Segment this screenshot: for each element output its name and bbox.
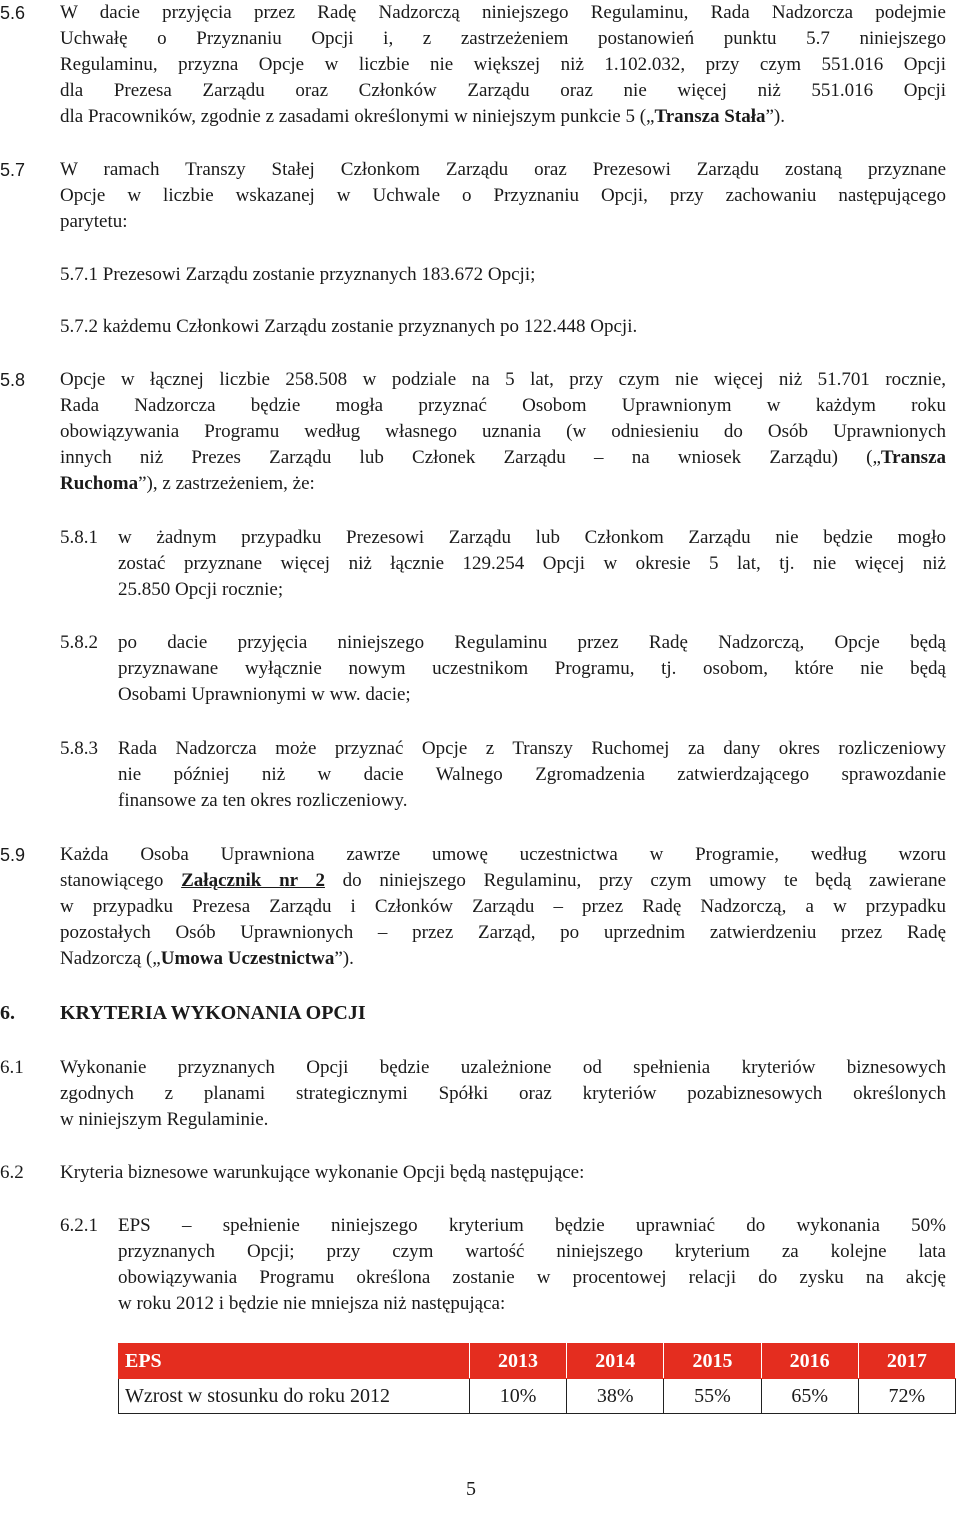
text-line: 25.850 Opcji rocznie; — [118, 579, 284, 600]
subsection-5-7-2: 5.7.2 każdemu Członkowi Zarządu zostanie przyznanych po 122.448 Opcji. — [60, 316, 638, 337]
text-line: w roku 2012 i będzie nie mniejsza niż następująca: — [118, 1293, 506, 1314]
text-line: Opcje w liczbie wskazanej w Uchwale o Przyznaniu Opcji, przy zachowaniu następującego — [60, 185, 946, 206]
text-line: przyznanych Opcji; przy czym wartość niniejszego kryterium za kolejne lata — [118, 1241, 946, 1262]
text-line: po dacie przyjęcia niniejszego Regulaminu przez Radę Nadzorczą, Opcje będą — [118, 632, 946, 653]
text-line: finansowe za ten okres rozliczeniowy. — [118, 790, 408, 811]
page-number: 5 — [466, 1478, 476, 1500]
section-number: 5.8.3 — [60, 738, 98, 759]
text-line: Osobami Uprawnionymi w ww. dacie; — [118, 684, 411, 705]
table-header-cell: 2014 — [567, 1344, 664, 1379]
table-cell: 10% — [469, 1379, 566, 1414]
defined-term: Umowa Uczestnictwa — [160, 948, 335, 969]
text-line: dla Pracowników, zgodnie z zasadami określonymi w niniejszym punkcie 5 („Transza Stała”). — [60, 106, 785, 127]
text-line: w niniejszym Regulaminie. — [60, 1109, 269, 1130]
text-line: w przypadku Prezesa Zarządu i Członków Zarządu – przez Radę Nadzorczą, a w przypadku — [60, 896, 946, 917]
table-cell: 72% — [858, 1379, 955, 1414]
section-number: 6.1 — [0, 1057, 24, 1078]
table-header-cell: 2016 — [761, 1344, 858, 1379]
text-line: EPS – spełnienie niniejszego kryterium będzie uprawniać do wykonania 50% — [118, 1215, 946, 1236]
table-header-cell: 2013 — [469, 1344, 566, 1379]
subsection-5-7-1: 5.7.1 Prezesowi Zarządu zostanie przyznanych 183.672 Opcji; — [60, 264, 536, 285]
text-line: obowiązywania Programu określona zostanie w procentowej relacji do zysku na akcję — [118, 1267, 946, 1288]
table-header-row — [119, 1344, 956, 1379]
text-line: innych niż Prezes Zarządu lub Członek Zarządu – na wniosek Zarządu) („Transza — [60, 447, 946, 468]
defined-term: Ruchoma — [60, 473, 139, 494]
text-line: Każda Osoba Uprawniona zawrze umowę uczestnictwa w Programie, według wzoru — [60, 844, 946, 865]
table-header-cell: 2017 — [858, 1344, 955, 1379]
text-line: Opcje w łącznej liczbie 258.508 w podziale na 5 lat, przy czym nie więcej niż 51.701 rocznie, — [60, 369, 946, 390]
text-line: Regulaminu, przyzna Opcje w liczbie nie większej niż 1.102.032, przy czym 551.016 Opcji — [60, 54, 946, 75]
text-line: parytetu: — [60, 211, 128, 232]
text-line: Uchwałę o Przyznaniu Opcji i, z zastrzeżeniem postanowień punktu 5.7 niniejszego — [60, 28, 946, 49]
text-line: W ramach Transzy Stałej Członkom Zarządu oraz Prezesowi Zarządu zostaną przyznane — [60, 159, 946, 180]
section-number: 5.6 — [0, 3, 26, 23]
text-line: przyznawane wyłącznie nowym uczestnikom Programu, tj. osobom, które nie będą — [118, 658, 946, 679]
text-line: w żadnym przypadku Prezesowi Zarządu lub Członkom Zarządu nie będzie mogło — [118, 527, 946, 548]
table-header-cell: 2015 — [664, 1344, 761, 1379]
text-line: Wykonanie przyznanych Opcji będzie uzależnione od spełnienia kryteriów biznesowych — [60, 1057, 946, 1078]
section-title: KRYTERIA WYKONANIA OPCJI — [60, 1002, 366, 1024]
table-cell: 65% — [761, 1379, 858, 1414]
defined-term: Transza Stała — [654, 106, 766, 127]
section-number: 5.8.1 — [60, 527, 98, 548]
table-row — [119, 1379, 956, 1414]
section-number: 5.7 — [0, 160, 26, 180]
text-line: obowiązywania Programu według własnego uznania (w odniesieniu do Osób Uprawnionych — [60, 421, 946, 442]
text-line: zostać przyznane więcej niż łącznie 129.254 Opcji w okresie 5 lat, tj. nie więcej niż — [118, 553, 946, 574]
text-line: Rada Nadzorcza może przyznać Opcje z Transzy Ruchomej za dany okres rozliczeniowy — [118, 738, 946, 759]
eps-table — [118, 1343, 956, 1414]
text-line: W dacie przyjęcia przez Radę Nadzorczą niniejszego Regulaminu, Rada Nadzorcza podejmie — [60, 2, 946, 23]
text-line: Rada Nadzorcza będzie mogła przyznać Osobom Uprawnionym w każdym roku — [60, 395, 946, 416]
defined-term: Transza — [880, 447, 946, 468]
section-number: 6.2.1 — [60, 1215, 98, 1236]
text-line: Kryteria biznesowe warunkujące wykonanie Opcji będą następujące: — [60, 1162, 585, 1183]
attachment-link: Załącznik nr 2 — [181, 870, 325, 891]
table-cell: 38% — [567, 1379, 664, 1414]
text-line: stanowiącego Załącznik nr 2 do niniejszego Regulaminu, przy czym umowy te będą zawierane — [60, 870, 947, 891]
section-number: 5.8 — [0, 370, 26, 390]
text-line: Ruchoma”), z zastrzeżeniem, że: — [60, 473, 315, 494]
table-cell: 55% — [664, 1379, 761, 1414]
text-line: zgodnych z planami strategicznymi Spółki oraz kryteriów pozabiznesowych określonych — [60, 1083, 946, 1104]
text-line: Nadzorczą („Umowa Uczestnictwa”). — [60, 948, 354, 969]
section-number: 5.9 — [0, 845, 26, 865]
section-number: 5.8.2 — [60, 632, 98, 653]
text-line: pozostałych Osób Uprawnionych – przez Zarząd, po uprzednim zatwierdzeniu przez Radę — [60, 922, 946, 943]
text-line: nie później niż w dacie Walnego Zgromadzenia zatwierdzającego sprawozdanie — [118, 764, 946, 785]
text-line: dla Prezesa Zarządu oraz Członków Zarządu oraz nie więcej niż 551.016 Opcji — [60, 80, 946, 101]
table-cell: Wzrost w stosunku do roku 2012 — [119, 1379, 470, 1414]
table-header-cell: EPS — [119, 1344, 470, 1379]
section-number: 6.2 — [0, 1162, 24, 1183]
section-number: 6. — [0, 1002, 15, 1024]
